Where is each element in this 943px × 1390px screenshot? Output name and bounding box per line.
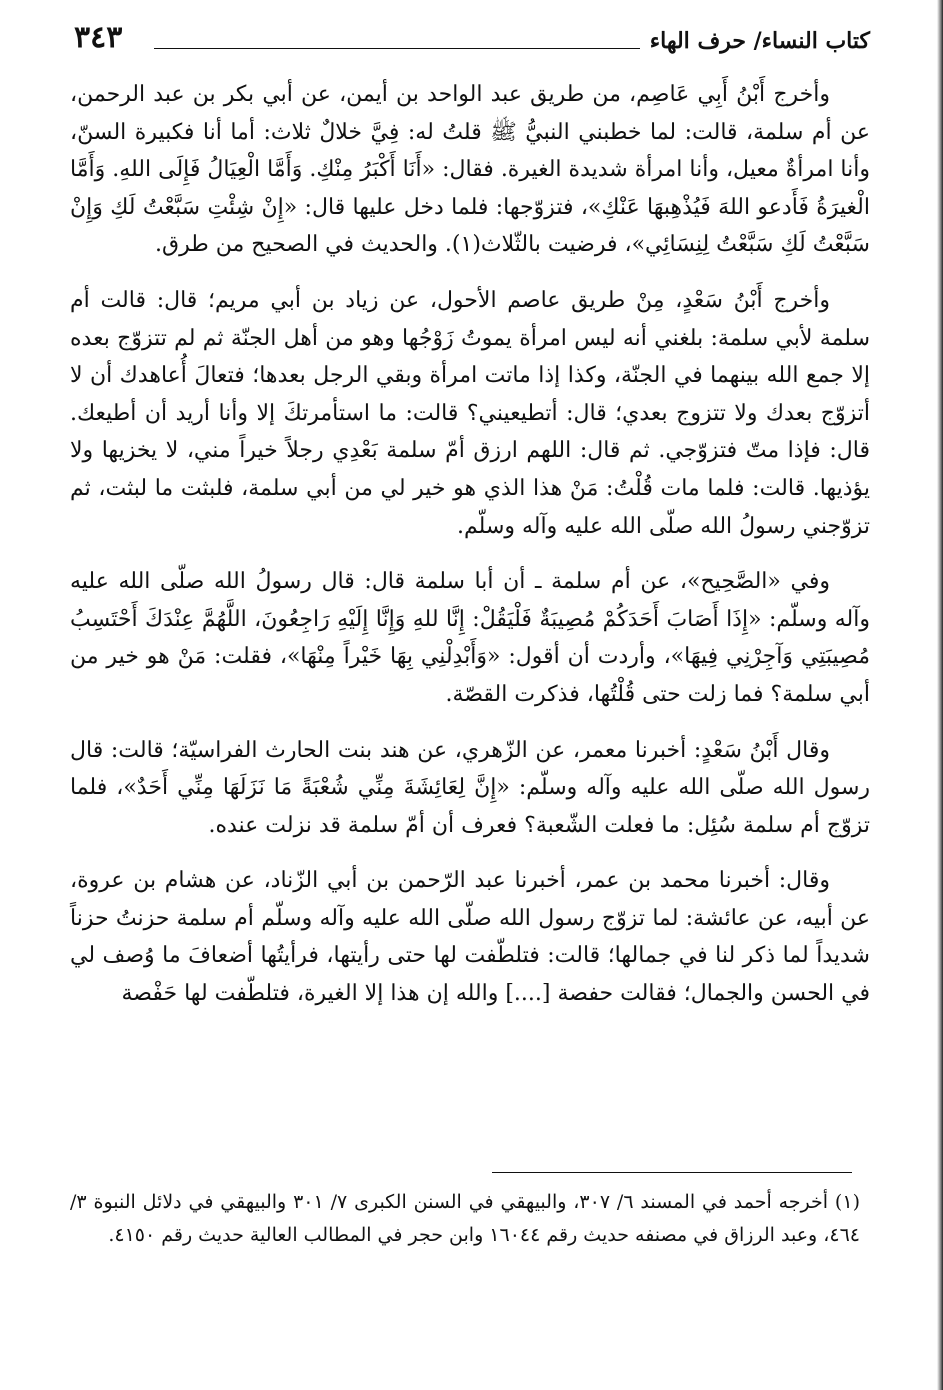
main-text	[70, 76, 870, 1031]
running-header	[74, 20, 870, 60]
footnote-rule	[492, 1172, 852, 1173]
page-number: ٣٤٣	[74, 20, 123, 55]
paragraph-1: وأخرج أَبْنُ أَبِي عَاصِم، من طريق عبد الواحد بن أيمن، عن أبي بكر بن عبد الرحمن، عن أم سلمة، قالت: لما خطبني النبيُّ ﷺ قلتُ له: فِيَّ خلالٌ ثلاث: أما أنا فكبيرة السنّ، وأنا امرأةٌ معيل، وأنا امرأة شديدة الغيرة. فقال: «أَنَا أَكْبَرُ مِنْكِ. وَأَمَّا الْعِيَالُ فَإِلَى اللهِ. وَأَمَّا الْغيرَةُ فَأَدعو اللهَ فَيُذْهِبهَا عَنْكِ»، فتزوّجها: فلما دخل عليها قال: «إِنْ شِئْتِ سَبَّعْتُ لَكِ وَإِنْ سَبَّعْتُ لَكِ سَبَّعْتُ لِنِسَائِي»، فرضيت بالثّلاث(١). والحديث في الصحيح من طرق.	[70, 82, 870, 258]
paragraph-5: وقال: أخبرنا محمد بن عمر، أخبرنا عبد الرّحمن بن أبي الزّناد، عن هشام بن عروة، عن أبيه، عن عائشة: لما تزوّج رسول الله صلّى الله عليه وآله وسلّم أم سلمة حزنتُ حزناً شديداً لما ذكر لنا في جمالها؛ قالت: فتلطّفت لها حتى رأيتها، فرأيتُها أضعافَ ما وُصف لي في الحسن والجمال؛ فقالت حفصة [....] والله إن هذا إلا الغيرة، فتلطّفت لها حَفْصة	[70, 868, 870, 1007]
scan-edge-shadow	[937, 0, 943, 1390]
paragraph-4: وقال أَبْنُ سَعْدٍ: أخبرنا معمر، عن الزّهري، عن هند بنت الحارث الفراسيّة؛ قالت: قال رسول الله صلّى الله عليه وآله وسلّم: «إِنَّ لِعَائِشَةَ مِنِّي شُعْبَةً مَا نَزَلَهَا مِنِّي أَحَدٌ»، فلما تزوّج أم سلمة سُئِل: ما فعلت الشّعبة؟ فعرف أن أمّ سلمة قد نزلت عنده.	[70, 737, 870, 838]
header-rule	[154, 48, 640, 49]
paragraph-3: وفي «الصَّحِيح»، عن أم سلمة ـ أن أبا سلمة قال: قال رسولُ الله صلّى الله عليه وآله وسلّم: «إِذَا أَصَابَ أَحَدَكُمْ مُصِيبَةٌ فَلْيَقُلْ: إِنَّا للهِ وَإِنَّا إِلَيْهِ رَاجِعُونَ، اللَّهُمَّ عِنْدَكَ أَحْتَسِبُ مُصِيبَتِي وَآجِرْنِي فِيهَا»، وأردت أن أقول: «وَأَبْدِلْنِي بِهَا خَيْراً مِنْهَا»، فقلت: مَنْ هو خير من أبي سلمة؟ فما زلت حتى قُلْتُها، فذكرت القصّة.	[70, 569, 870, 707]
footnote: (١) أخرجه أحمد في المسند ٦/ ٣٠٧، والبيهقي في السنن الكبرى ٧/ ٣٠١ والبيهقي في دلائل النبوة ٣/ ٤٦٤، وعبد الرزاق في مصنفه حديث رقم ١٦٠٤٤ وابن حجر في المطالب العالية حديث رقم ٤١٥٠.	[70, 1191, 860, 1246]
paragraph-2: وأخرج أَبْنُ سَعْدٍ، مِنْ طريق عاصم الأحول، عن زياد بن أبي مريم؛ قال: قالت أم سلمة لأبي سلمة: بلغني أنه ليس امرأة يموتُ زَوْجُها وهو من أهل الجنّة ثم لم تتزوّج بعده إلا جمع الله بينهما في الجنّة، وكذا إذا ماتت امرأة وبقي الرجل بعدها؛ فتعالَ أُعاهدك أن لا أتزوّج بعدك ولا تتزوج بعدي؛ قال: أتطيعيني؟ قالت: ما استأمرتكَ إلا وأنا أريد أن أطيعك. قال: فإذا متّ فتزوّجي. ثم قال: اللهم ارزق أمّ سلمة بَعْدِي رجلاً خيراً مني، لا يخزيها ولا يؤذيها. قالت: فلما مات قُلْتُ: مَنْ هذا الذي هو خير لي من أبي سلمة، فلبثت ما لبثت، ثم تزوّجني رسولُ الله صلّى الله عليه وآله وسلّم.	[70, 287, 870, 539]
header-title: كتاب النساء/ حرف الهاء	[649, 28, 870, 54]
